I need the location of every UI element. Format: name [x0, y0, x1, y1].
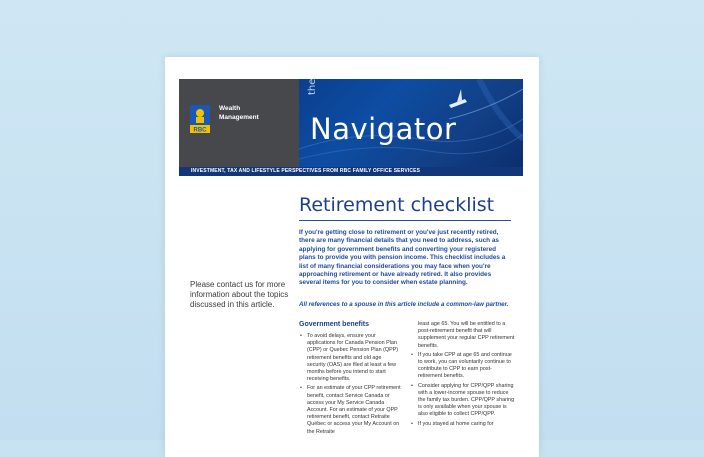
spouse-note: All references to a spouse in this article include a common-law partner.	[299, 301, 509, 308]
bullet-icon: •	[411, 382, 413, 389]
banner-brand-panel	[179, 79, 299, 167]
list-item	[299, 333, 401, 383]
list-item	[410, 421, 516, 428]
title-prefix: the	[307, 78, 318, 95]
newsletter-title: Navigator	[310, 112, 457, 146]
brand-line-1: Wealth	[219, 105, 241, 112]
list-item-text: Consider applying for CPP/QPP sharing with a lower-income spouse to reduce the family tax burden. CPP/QPP sharing is only available when your spouse is also eligible to collect CPP/QPP.	[418, 382, 515, 418]
bullet-icon: •	[300, 385, 302, 392]
list-item-continued	[410, 321, 516, 350]
rbc-logo-icon	[190, 105, 210, 133]
brand-name	[219, 104, 259, 122]
list-item	[410, 383, 516, 419]
bullet-icon: •	[300, 333, 302, 339]
intro-paragraph: If you're getting close to retirement or you've just recently retired, there are many financial details that you need to address, such as applying for government benefits and converting your registered plans to provide you with pension income. This checklist includes a list of many financial considerations you may face when you're approaching retirement or have already retired. It also provides several items for you to consider when estate planning.	[299, 229, 506, 287]
document-page	[165, 57, 539, 457]
article-title: Retirement checklist	[299, 194, 495, 216]
banner-tagline: INVESTMENT, TAX AND LIFESTYLE PERSPECTIVES FROM RBC FAMILY OFFICE SERVICES	[191, 168, 421, 174]
column-left	[299, 333, 401, 438]
logo-text: RBC	[193, 127, 207, 133]
sidebar-contact-note: Please contact us for more information about the topics discussed in this article.	[190, 280, 289, 310]
section-heading: Government benefits	[299, 321, 370, 328]
list-item	[299, 385, 401, 435]
list-item-text: If you take CPP at age 65 and continue to work, you can voluntarily continue to contribute to CPP to earn post-retirement benefits.	[418, 351, 512, 380]
sailboat-icon	[449, 89, 467, 108]
list-item-text: least age 65. You will be entitled to a post-retirement benefit that will supplement your regular CPP retirement benefits.	[418, 321, 515, 349]
title-divider	[299, 220, 511, 221]
list-item-text: To avoid delays, ensure your applications for Canada Pension Plan (CPP) or Quebec Pension Plan (QPP) retirement benefits and old age security (OAS) are filed at least a few months before you intend to start receiving benefits.	[307, 333, 399, 383]
list-item-text: If you stayed at home caring for	[418, 420, 494, 427]
bullet-icon: •	[411, 420, 413, 427]
list-item-text: For an estimate of your CPP retirement benefit, contact Service Canada or access your My Service Canada Account. For an estimate of your QPP retirement benefit, contact Retraite Québec or access your My Account on the Retraite	[307, 385, 401, 435]
column-right	[410, 321, 516, 430]
list-item	[410, 352, 516, 381]
brand-line-2: Management	[219, 114, 259, 121]
bullet-icon: •	[411, 351, 413, 358]
newsletter-banner	[179, 79, 523, 176]
